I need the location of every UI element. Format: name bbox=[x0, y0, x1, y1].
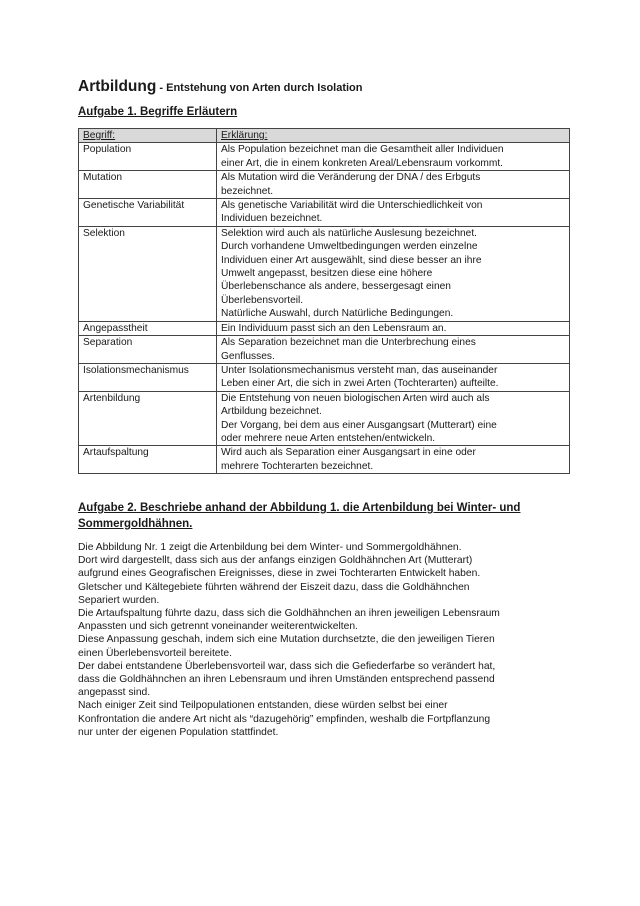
definition-line: bezeichnet. bbox=[221, 185, 274, 197]
term-cell: Selektion bbox=[79, 226, 217, 321]
definition-line: Selektion wird auch als natürliche Auslesung bezeichnet. bbox=[221, 227, 477, 239]
table-row bbox=[79, 391, 570, 446]
table-header-row bbox=[79, 129, 570, 143]
definition-line: Als Mutation wird die Veränderung der DNA / des Erbguts bbox=[221, 172, 481, 184]
term-cell: Artenbildung bbox=[79, 391, 217, 446]
term-cell: Angepasstheit bbox=[79, 321, 217, 335]
definition-line: Überlebenschance als andere, bessergesagt einen bbox=[221, 281, 451, 293]
definition-line: Individuen einer Art ausgewählt, sind diese besser an ihre bbox=[221, 254, 482, 266]
task2-heading: Aufgabe 2. Beschriebe anhand der Abbildung 1. die Artenbildung bei Winter- und Sommergoldhähnen. bbox=[78, 502, 521, 530]
definition-cell bbox=[217, 143, 570, 171]
table-row bbox=[79, 446, 570, 474]
definition-line: Individuen bezeichnet. bbox=[221, 213, 323, 225]
definition-line: mehrere Tochterarten bezeichnet. bbox=[221, 460, 374, 472]
table-row bbox=[79, 199, 570, 227]
term-cell: Isolationsmechanismus bbox=[79, 363, 217, 391]
term-cell: Population bbox=[79, 143, 217, 171]
term-cell: Artaufspaltung bbox=[79, 446, 217, 474]
term-cell: Mutation bbox=[79, 171, 217, 199]
term-cell: Genetische Variabilität bbox=[79, 199, 217, 227]
definition-cell bbox=[217, 321, 570, 335]
definition-cell bbox=[217, 336, 570, 364]
answer-line: nur unter der eigenen Population stattfindet. bbox=[78, 726, 279, 738]
definition-line: Artbildung bezeichnet. bbox=[221, 406, 322, 418]
definition-line: Durch vorhandene Umweltbedingungen werden einzelne bbox=[221, 241, 478, 253]
table-row bbox=[79, 363, 570, 391]
definition-cell bbox=[217, 391, 570, 446]
definition-line: Die Entstehung von neuen biologischen Arten wird auch als bbox=[221, 392, 490, 404]
definition-line: Wird auch als Separation einer Ausgangsart in eine oder bbox=[221, 447, 476, 459]
definition-cell bbox=[217, 171, 570, 199]
task2-answer-text bbox=[78, 541, 568, 739]
title-subtitle: - Entstehung von Arten durch Isolation bbox=[156, 82, 363, 94]
table-row bbox=[79, 336, 570, 364]
answer-line: einen Überlebensvorteil bereitete. bbox=[78, 647, 232, 659]
table-row bbox=[79, 321, 570, 335]
header-definition: Erklärung: bbox=[217, 129, 570, 143]
answer-line: Die Artaufspaltung führte dazu, dass sich die Goldhähnchen an ihren jeweiligen Lebensraum bbox=[78, 608, 500, 620]
definition-line: Natürliche Auswahl, durch Natürliche Bedingungen. bbox=[221, 308, 454, 320]
definition-cell bbox=[217, 226, 570, 321]
answer-line: Gletscher und Kältegebiete führten während der Eiszeit dazu, dass die Goldhähnchen bbox=[78, 581, 470, 593]
definition-line: Unter Isolationsmechanismus versteht man, das auseinander bbox=[221, 364, 498, 376]
table-row bbox=[79, 143, 570, 171]
table-row bbox=[79, 171, 570, 199]
definition-cell bbox=[217, 446, 570, 474]
title-main: Artbildung bbox=[78, 78, 157, 95]
answer-line: Anpassten und sich getrennt voneinander weiterentwickelten. bbox=[78, 621, 358, 633]
definition-line: Leben einer Art, die sich in zwei Arten (Tochterarten) aufteilte. bbox=[221, 378, 499, 390]
answer-line: Der dabei entstandene Überlebensvorteil war, dass sich die Gefiederfarbe so verändert hat, bbox=[78, 660, 496, 672]
definition-cell bbox=[217, 199, 570, 227]
definition-line: oder mehrere neue Arten entstehen/entwickeln. bbox=[221, 432, 436, 444]
page-title bbox=[78, 78, 363, 96]
term-cell: Separation bbox=[79, 336, 217, 364]
task1-heading: Aufgabe 1. Begriffe Erläutern bbox=[78, 106, 238, 118]
answer-line: Diese Anpassung geschah, indem sich eine Mutation durchsetzte, die den jeweiligen Tieren bbox=[78, 634, 495, 646]
answer-line: Die Abbildung Nr. 1 zeigt die Artenbildung bei dem Winter- und Sommergoldhähnen. bbox=[78, 542, 462, 553]
answer-line: Dort wird dargestellt, dass sich aus der anfangs einzigen Goldhähnchen Art (Mutterart) bbox=[78, 555, 473, 567]
answer-line: Separiert wurden. bbox=[78, 594, 160, 606]
definition-line: Genflusses. bbox=[221, 350, 275, 362]
definition-line: Ein Individuum passt sich an den Lebensraum an. bbox=[221, 322, 447, 334]
terms-table-body bbox=[79, 143, 570, 474]
answer-line: angepasst sind. bbox=[78, 687, 151, 699]
answer-line: aufgrund eines Geografischen Ereignisses, diese in zwei Tochterarten Entwickelt haben. bbox=[78, 568, 481, 580]
definition-line: Der Vorgang, bei dem aus einer Ausgangsart (Mutterart) eine bbox=[221, 419, 497, 431]
terms-table bbox=[78, 128, 570, 474]
answer-line: dass die Goldhähnchen an ihren Lebensraum und ihren Umständen entsprechend passend bbox=[78, 674, 495, 686]
definition-line: Überlebensvorteil. bbox=[221, 294, 304, 306]
definition-line: Als Separation bezeichnet man die Unterbrechung eines bbox=[221, 337, 476, 349]
header-term: Begriff: bbox=[79, 129, 217, 143]
definition-line: Als genetische Variabilität wird die Unterschiedlichkeit von bbox=[221, 200, 483, 212]
table-row bbox=[79, 226, 570, 321]
definition-line: Als Population bezeichnet man die Gesamtheit aller Individuen bbox=[221, 144, 504, 156]
answer-line: Konfrontation die andere Art nicht als “dazugehörig” empfinden, weshalb die Fortpflanzung bbox=[78, 713, 491, 725]
definition-line: Umwelt angepasst, besitzen diese eine höhere bbox=[221, 268, 433, 280]
answer-line: Nach einiger Zeit sind Teilpopulationen entstanden, diese würden selbst bei einer bbox=[78, 700, 448, 712]
definition-line: einer Art, die in einem konkreten Areal/Lebensraum vorkommt. bbox=[221, 157, 503, 169]
definition-cell bbox=[217, 363, 570, 391]
